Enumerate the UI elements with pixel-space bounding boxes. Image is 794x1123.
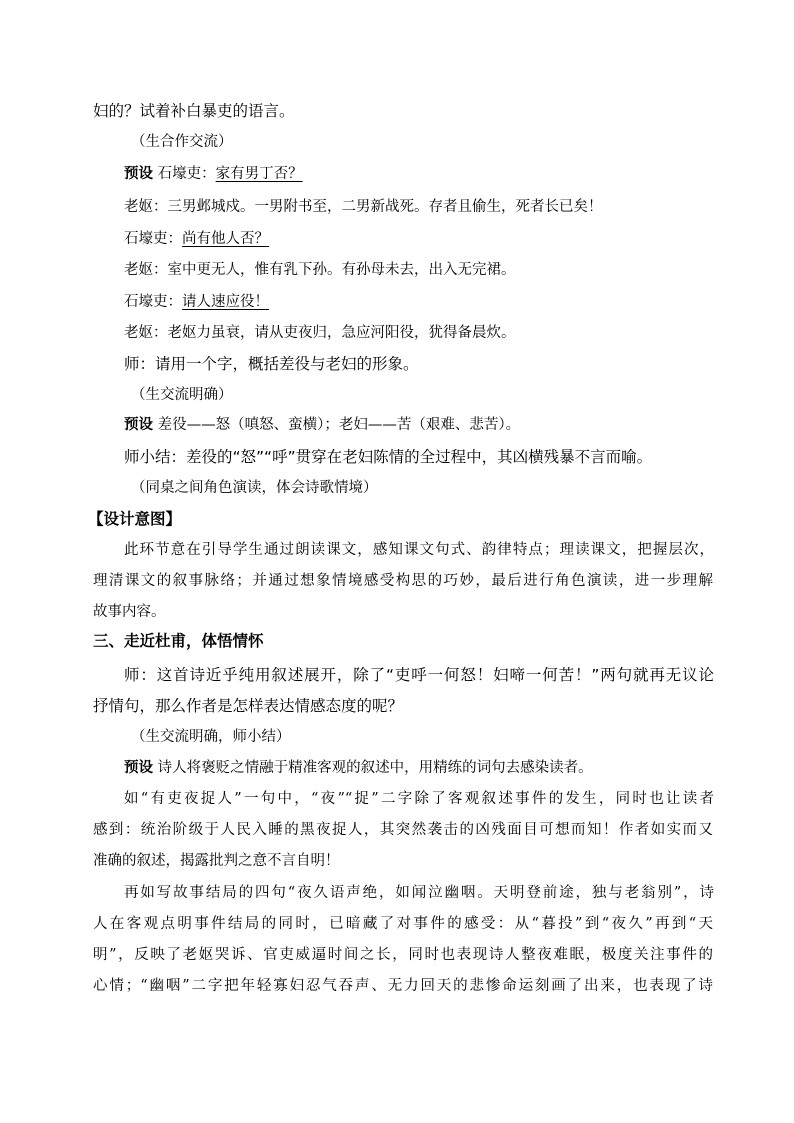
paragraph-line: 准确的叙述，揭露批判之意不言自明！ [93,853,340,869]
preset-label: 预设 [124,760,153,776]
dialogue-line [124,163,714,185]
teacher-summary: 师小结：差役的“怒”“呼”贯穿在老妇陈情的全过程中，其凶横残暴不言而喻。 [124,448,653,466]
preset-line [124,757,714,779]
paragraph-line: 再如写故事结局的四句“夜久语声绝，如闻泣幽咽。天明登前途，独与老翁别”，诗 [124,885,714,901]
paragraph-line: 感到：统治阶级于人民入睡的黑夜捉人，其突然袭击的凶残面目可想而知！作者如实而又 [93,822,713,838]
section-heading: 【设计意图】 [88,510,182,528]
teacher-line: 师：请用一个字，概括差役与老妇的形象。 [124,355,419,373]
activity-note: （生合作交流） [131,134,233,150]
activity-note: （同桌之间角色演读，体会诗歌情境） [131,480,378,496]
underlined-question: 尚有他人否？ [182,231,269,247]
activity-note: （生交流明确，师小结） [131,729,291,745]
speaker: 石壕吏： [124,231,182,247]
dialogue-line: 老妪：三男邺城戍。一男附书至，二男新战死。存者且偷生，死者长已矣！ [124,199,603,215]
section-heading: 三、走近杜甫，体悟情怀 [93,632,264,650]
preset-text: 差役——怒（嗔怒、蛮横）；老妇——苦（艰难、悲苦）。 [157,417,521,433]
speaker: 石壕吏： [124,294,182,310]
paragraph-line: 人在客观点明事件结局的同时，已暗藏了对事件的感受：从“暮投”到“夜久”再到“天 [93,916,713,932]
teacher-line: 抒情句，那么作者是怎样表达情感态度的呢？ [93,697,404,715]
dialogue-line: 老妪：老妪力虽衰，请从吏夜归，急应河阳役，犹得备晨炊。 [124,325,516,341]
preset-label: 预设 [124,166,153,182]
paragraph-line: 理清课文的叙事脉络；并通过想象情境感受构思的巧妙，最后进行角色演读，进一步理解 [93,573,713,589]
paragraph-line: 心情；“幽咽”二字把年轻寡妇忍气吞声、无力回天的悲惨命运刻画了出来，也表现了诗 [93,978,713,994]
underlined-question: 请人速应役！ [182,294,269,310]
paragraph-line: 此环节意在引导学生通过朗读课文，感知课文句式、韵律特点；理读课文，把握层次， [124,542,714,558]
dialogue-line [124,291,714,313]
dialogue-line: 老妪：室中更无人，惟有乳下孙。有孙母未去，出入无完裙。 [124,262,516,278]
preset-text: 诗人将褒贬之情融于精准客观的叙述中，用精练的词句去感染读者。 [157,760,593,776]
speaker: 石壕吏： [157,166,216,182]
dialogue-line [124,228,714,250]
preset-label: 预设 [124,417,153,433]
paragraph-line: 故事内容。 [93,604,166,620]
paragraph-line: 明”，反映了老妪哭诉、官吏威逼时间之长，同时也表现诗人整夜难眠，极度关注事件的 [93,947,713,963]
teacher-line: 师：这首诗近乎纯用叙述展开，除了“吏呼一何怒！妇啼一何苦！”两句就再无议论 [124,666,714,684]
text-line: 妇的？试着补白暴吏的语言。 [93,102,295,120]
preset-line [124,414,714,436]
activity-note: （生交流明确） [131,387,233,403]
paragraph-line: 如“有吏夜捉人”一句中，“夜”“捉”二字除了客观叙述事件的发生，同时也让读者 [124,791,714,807]
underlined-question: 家有男丁否？ [215,166,303,182]
